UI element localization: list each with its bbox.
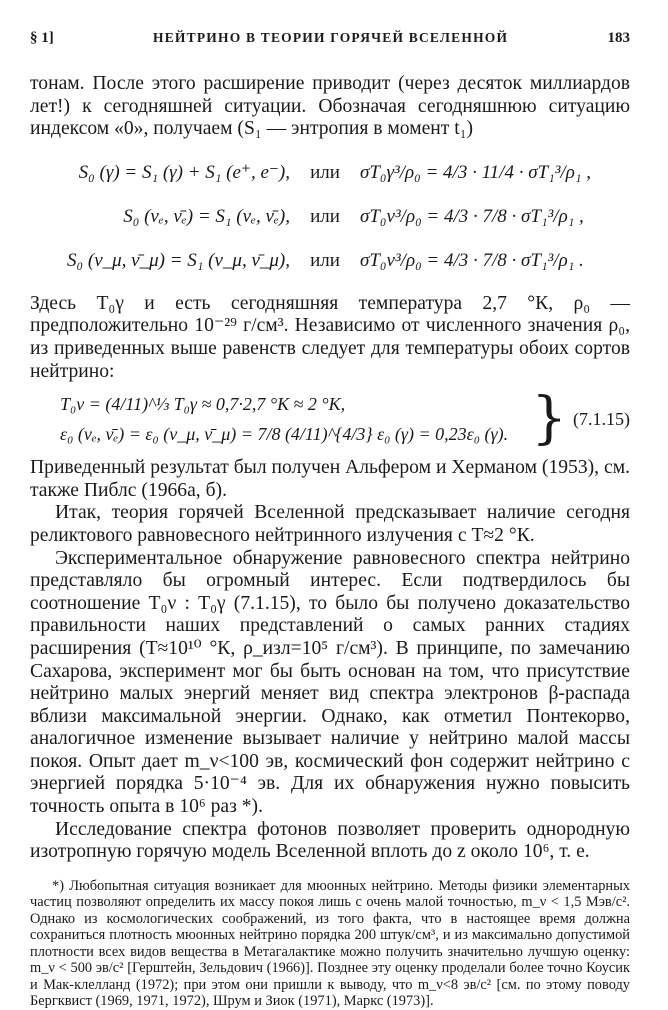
- equation-lhs: S₀ (ν_μ, ν̄_μ) = S₁ (ν_μ, ν̄_μ),: [67, 249, 290, 271]
- body-paragraph: Итак, теория горячей Вселенной предсказывает наличие сегодня реликтового равновесного нейтринного излучения с T≈2 °К.: [30, 502, 630, 546]
- equation-rhs: σT₀γ³/ρ₀ = 4/3 · 11/4 · σT₁³/ρ₁ ,: [360, 161, 591, 183]
- equation-line-2: ε₀ (νₑ, ν̄ₑ) = ε₀ (ν_μ, ν̄_μ) = 7/8 (4/11)^{4/3} ε₀ (γ) = 0,23ε₀ (γ).: [60, 424, 509, 445]
- body-paragraph: Приведенный результат был получен Альфером и Херманом (1953), см. также Пиблс (1966а, б).: [30, 457, 630, 501]
- equation-or: или: [310, 249, 340, 271]
- footnotes: [30, 878, 630, 1010]
- equation-lhs: S₀ (νₑ, ν̄ₑ) = S₁ (νₑ, ν̄ₑ),: [123, 205, 290, 227]
- here-paragraph: Здесь T₀γ и есть сегодняшняя температура 2,7 °К, ρ₀ — предположительно 10⁻²⁹ г/см³. Независимо от численного значения ρ₀, из приведенных выше равенств следует для температуры обоих сортов нейтрино:: [30, 292, 630, 382]
- equation-or: или: [310, 205, 340, 227]
- entropy-equations: [30, 151, 630, 283]
- equation-row: [30, 195, 630, 239]
- page: [30, 30, 630, 1010]
- equation-7-1-15: [30, 386, 630, 452]
- running-header: [30, 30, 630, 47]
- section-marker: § 1]: [30, 30, 54, 46]
- running-title: НЕЙТРИНО В ТЕОРИИ ГОРЯЧЕЙ ВСЕЛЕННОЙ: [153, 30, 509, 45]
- equation-row: [30, 239, 630, 283]
- equation-rhs: σT₀ν³/ρ₀ = 4/3 · 7/8 · σT₁³/ρ₁ ,: [360, 205, 584, 227]
- body-paragraph: Исследование спектра фотонов позволяет проверить однородную изотропную горячую модель Вселенной вплоть до z около 10⁶, т. е.: [30, 818, 630, 863]
- body-paragraph: Экспериментальное обнаружение равновесного спектра нейтрино представляло бы огромный интерес. Если подтвердилось бы соотношение T₀ν : T₀γ (7.1.15), то было бы получено доказательство правильности наших представлений о самых ранних стадиях расширения (T≈10¹⁰ °К, ρ_изл=10⁵ г/см³). В принципе, по замечанию Сахарова, эксперимент мог бы быть основан на том, что присутствие нейтрино малых энергий меняет вид спектра электронов β-распада вблизи максимальной энергии. Однако, как отметил Понтекорво, аналогичное изменение вызывает наличие у нейтрино малой массы покоя. Опыт дает m_ν<100 эв, космический фон содержит нейтрино с энергией порядка 5·10⁻⁴ эв. Для их обнаружения нужно повысить точность опыта в 10⁶ раз *).: [30, 547, 630, 818]
- equation-row: [30, 151, 630, 195]
- equation-lines: [30, 389, 525, 449]
- equation-or: или: [310, 161, 340, 183]
- intro-paragraph: тонам. После этого расширение приводит (через десяток миллиардов лет!) к сегодняшней ситуации. Обозначая сегодняшнюю ситуацию индексом «0», получаем (S₁ — энтропия в момент t₁): [30, 73, 630, 140]
- equation-line-1: T₀ν = (4/11)^⅓ T₀γ ≈ 0,7·2,7 °К ≈ 2 °К,: [60, 394, 346, 415]
- equation-lhs: S₀ (γ) = S₁ (γ) + S₁ (e⁺, e⁻),: [78, 162, 290, 184]
- equation-number: (7.1.15): [573, 408, 630, 429]
- page-number: 183: [607, 30, 630, 46]
- equation-rhs: σT₀ν³/ρ₀ = 4/3 · 7/8 · σT₁³/ρ₁ .: [360, 249, 584, 271]
- right-brace: }: [531, 386, 567, 452]
- footnote: *) Любопытная ситуация возникает для мюонных нейтрино. Методы физики элементарных частиц позволяют определить их массу покоя лишь с очень малой точностью, m_ν < 1,5 Мэв/c². Однако из космологических соображений, из того факта, что в настоящее время должна сохраниться плотность мюонных нейтрино порядка 200 штук/см³, и из максимально допустимой плотности всех видов вещества в Метагалактике можно получить значительно лучшую оценку: m_ν < 500 эв/c² [Герштейн, Зельдович (1966)]. Позднее эту оценку проделали более точно Коусик и Мак-клелланд (1972); при этом они пришли к выводу, что m_ν<8 эв/c² [см. по этому поводу Бергквист (1969, 1971, 1972), Шрум и Зиок (1971), Маркс (1973)].: [30, 877, 630, 1010]
